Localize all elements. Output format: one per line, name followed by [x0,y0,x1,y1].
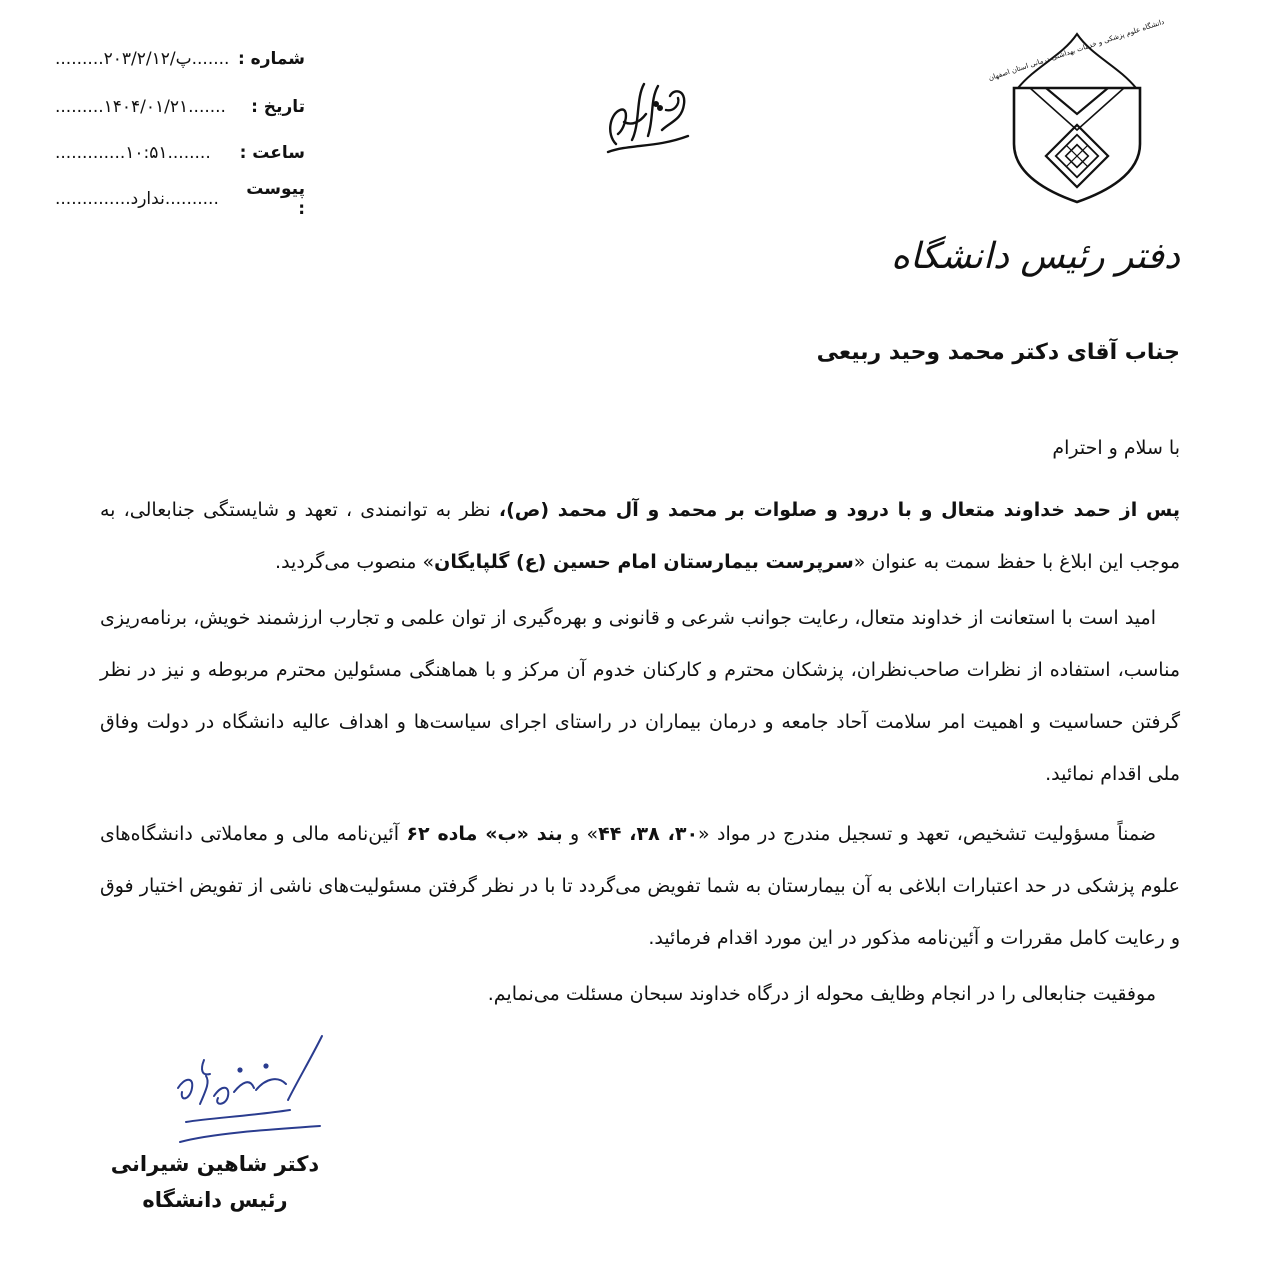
letter-attachment-value: ..............ندارد.......... [55,189,219,209]
paragraph-appointment-text-a: نظر به توانمندی ، تعهد و شایستگی جنابعالی، به موجب این ابلاغ با حفظ سمت به عنوان « [100,499,1180,573]
office-title: دفتر رئیس دانشگاه [891,236,1180,277]
appointment-position: سرپرست بیمارستان امام حسین (ع) گلپایگان [434,551,854,573]
paragraph-delegation-text-a: ضمناً مسؤولیت تشخیص، تعهد و تسجیل مندرج در مواد « [698,823,1156,845]
paragraph-delegation-text-e: آئین‌نامه مالی و معاملاتی دانشگاه‌های علوم پزشکی در حد اعتبارات ابلاغی به آن بیمارستان به شما تفویض می‌گردد تا با در نظر گرفتن مسئولیت‌های ناشی از تفویض اختیار فوق و رعایت کامل مقررات و آئین‌نامه مذکور در این مورد اقدام فرمائید. [100,823,1180,949]
bismillah-calligraphy [596,74,700,160]
paragraph-closing: موفقیت جنابعالی را در انجام وظایف محوله از درگاه خداوند سبحان مسئلت می‌نمایم. [487,983,1156,1005]
handwritten-signature [170,1030,330,1155]
letter-time-label: ساعت : [239,143,305,163]
letter-date-value: .........۱۴۰۴/۰۱/۲۱....... [55,97,226,117]
letter-date-row [55,92,305,122]
paragraph-appointment-opening: پس از حمد خداوند متعال و با درود و صلوات بر محمد و آل محمد (ص)، [498,499,1180,521]
letter-time-value: .............۱۰:۵۱........ [55,143,211,163]
letter-number-label: شماره : [237,49,305,69]
letter-attachment-label: پیوست : [246,179,305,219]
letter-number-value: .........۲۰۳/۲/۱۲/پ....... [55,49,230,69]
paragraph-delegation-text-c: » و [562,823,599,845]
letter-date-label: تاریخ : [251,97,305,117]
signatory-title: رئیس دانشگاه [142,1188,288,1212]
letter-number-row [55,44,305,74]
logo-caption: دانشگاه علوم پزشکی و خدمات بهداشتی درمانی استان اصفهان [987,17,1166,83]
paragraph-expectations: امید است با استعانت از خداوند متعال، رعایت جوانب شرعی و قانونی و بهره‌گیری از توان علمی و تجارب ارزشمند خویش، برنامه‌ریزی مناسب، استفاده از نظرات صاحب‌نظران، پزشکان محترم و کارکنان خدوم آن مرکز و با هماهنگی مسئولین محترم مربوطه و نیز در نظر گرفتن حساسیت و اهمیت امر سلامت آحاد جامعه و درمان بیماران در راستای اجرای سیاست‌ها و اهداف عالیه دانشگاه در دولت وفاق ملی اقدام نمائید. [100,607,1180,785]
paragraph-appointment [100,484,1180,588]
delegation-articles: ۳۰، ۳۸، ۴۴ [598,823,699,845]
letter-attachment-row [55,179,305,219]
signatory-name: دکتر شاهین شیرانی [110,1152,320,1176]
delegation-clause: بند «ب» ماده ۶۲ [406,823,563,845]
addressee-salutation: جناب آقای دکتر محمد وحید ربیعی [816,340,1180,365]
paragraph-delegation [100,808,1180,964]
greeting: با سلام و احترام [1052,437,1180,459]
paragraph-appointment-text-b: » منصوب می‌گردید. [275,551,435,573]
letter-time-row [55,138,305,168]
university-logo [987,17,1166,206]
